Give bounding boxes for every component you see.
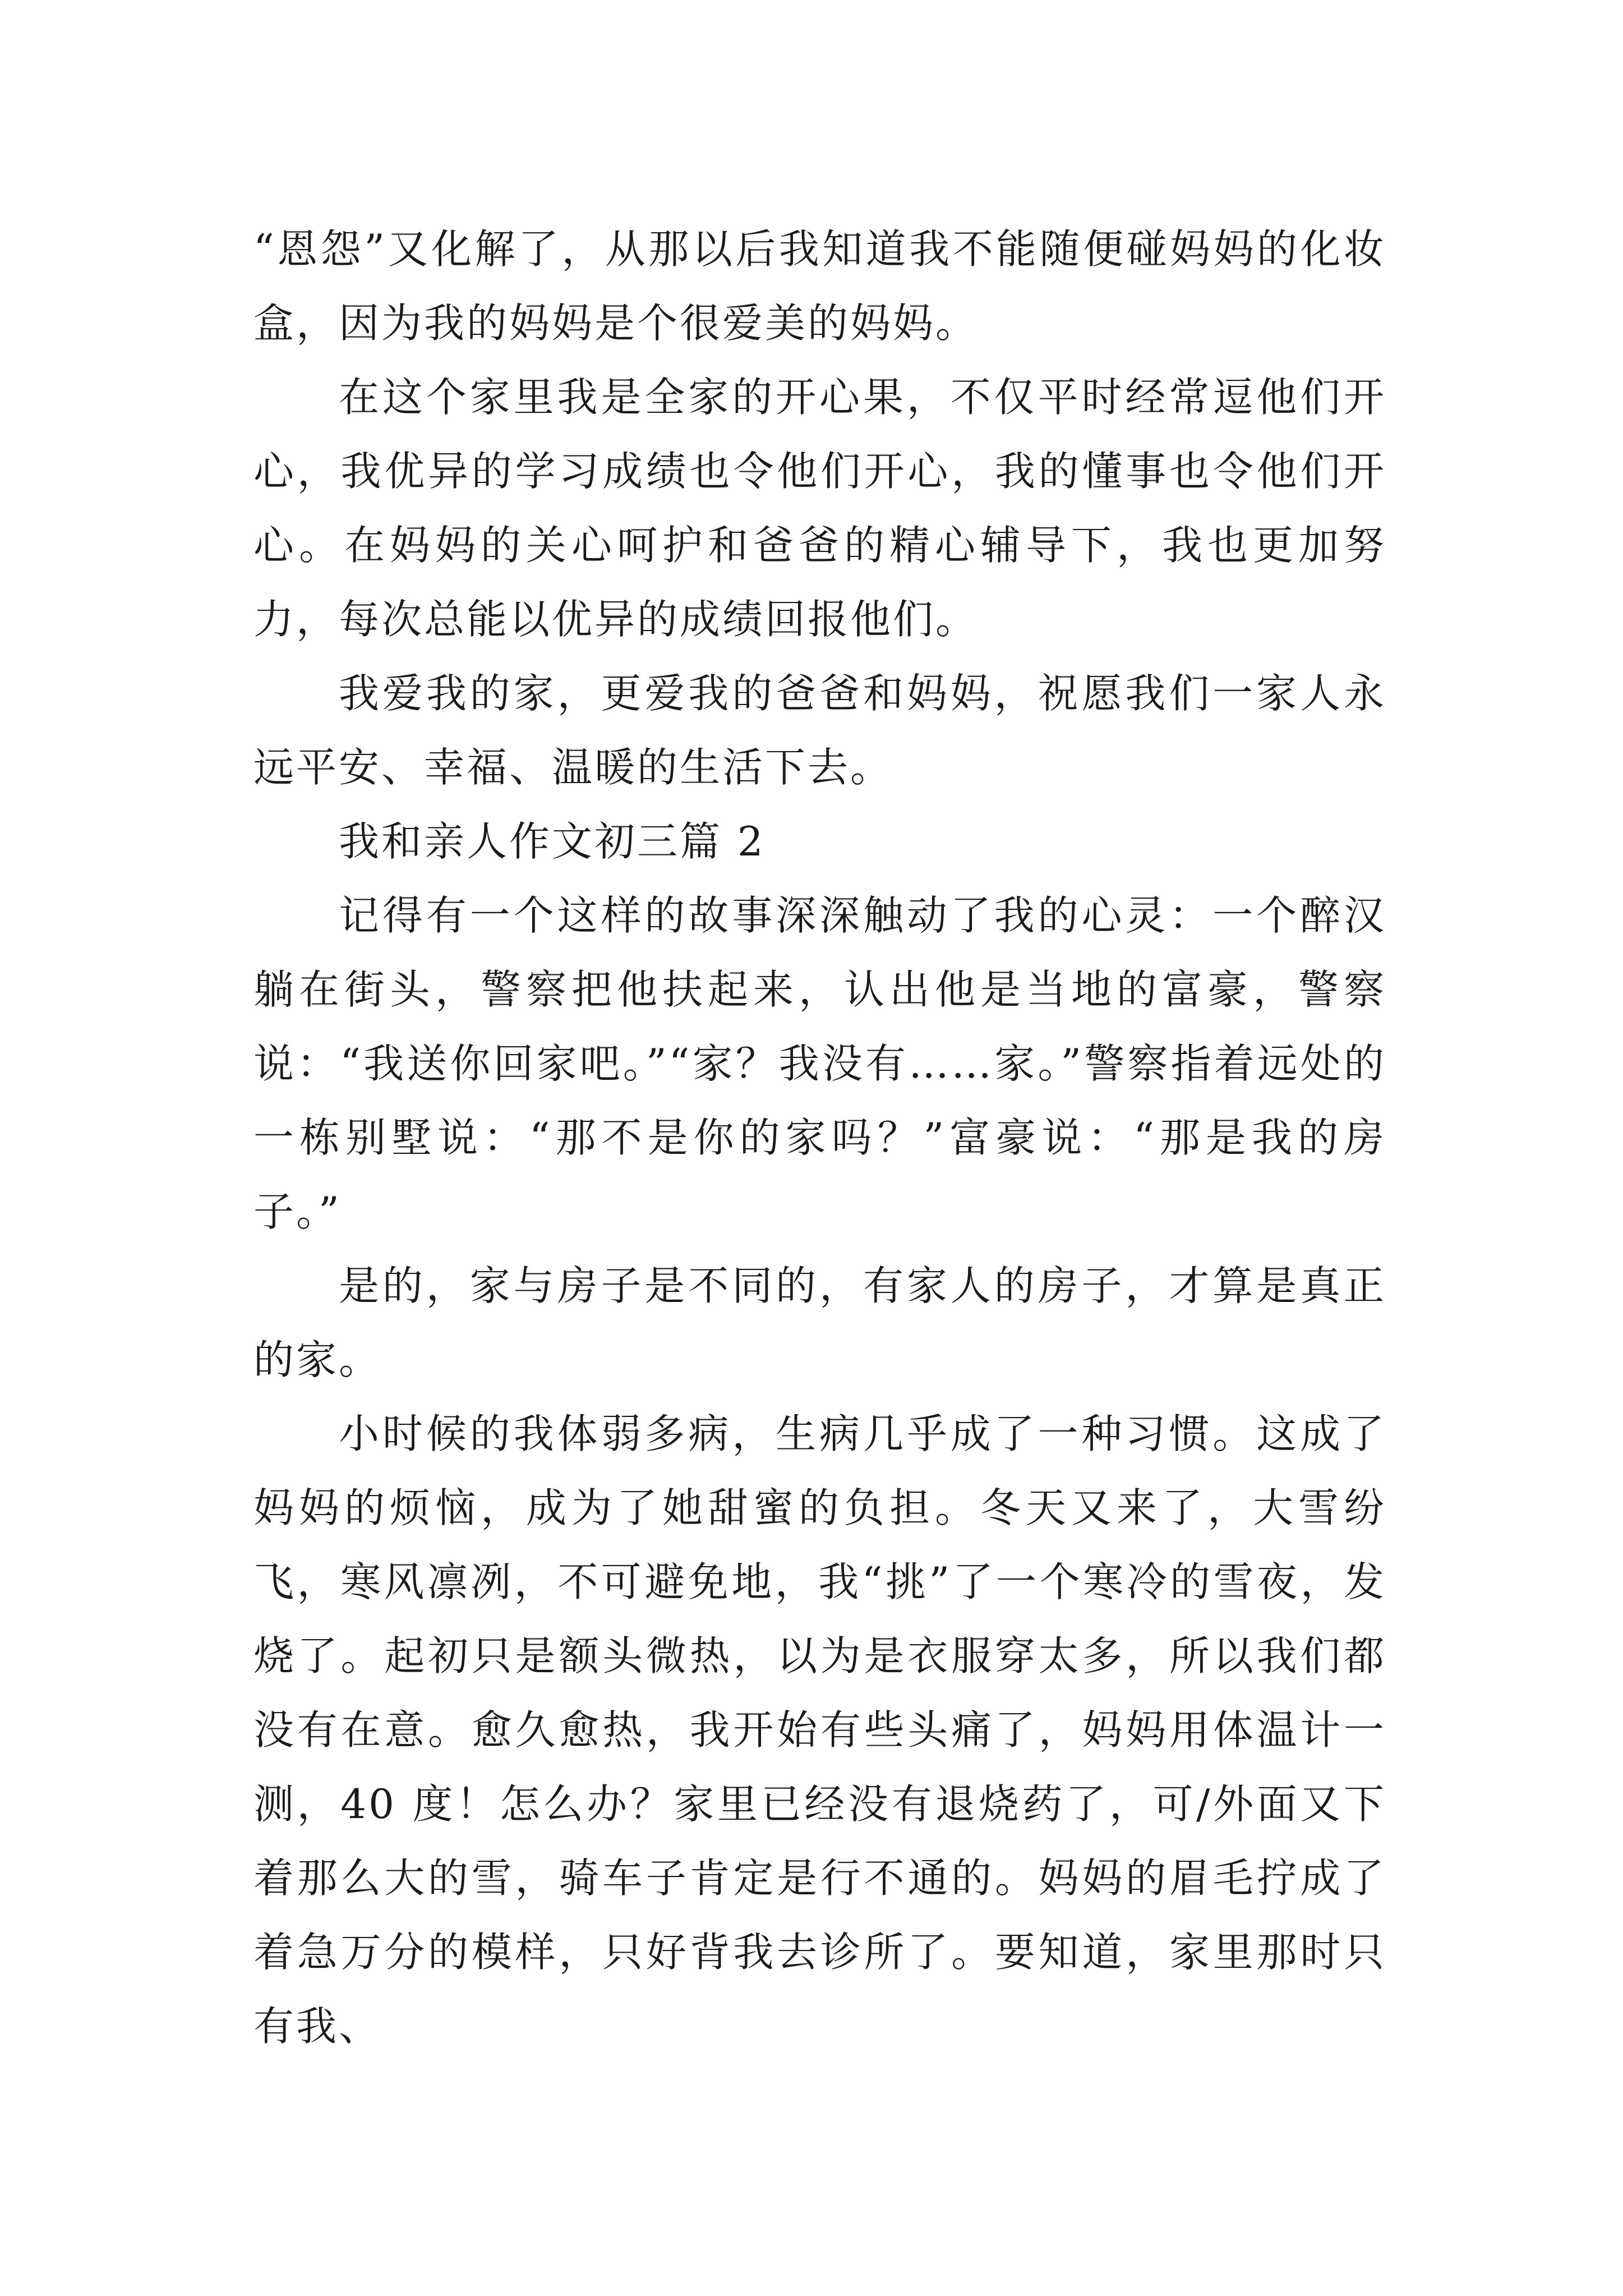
paragraph-1: “恩怨”又化解了，从那以后我知道我不能随便碰妈妈的化妆盒，因为我的妈妈是个很爱美的妈妈。 (253, 226, 1386, 347)
paragraph-6: 是的，家与房子是不同的，有家人的房子，才算是真正的家。 (253, 1262, 1386, 1383)
section-heading: 我和亲人作文初三篇 2 (339, 818, 766, 865)
paragraph-5: 记得有一个这样的故事深深触动了我的心灵：一个醉汉躺在街头，警察把他扶起来，认出他是当地的富豪，警察说：“我送你回家吧。”“家？我没有……家。”警察指着远处的一栋别墅说：“那不是你的家吗？”富豪说：“那是我的房子。” (253, 892, 1386, 1235)
document-body (253, 212, 1386, 2063)
paragraph-3: 我爱我的家，更爱我的爸爸和妈妈，祝愿我们一家人永远平安、幸福、温暖的生活下去。 (253, 670, 1386, 791)
paragraph-7: 小时候的我体弱多病，生病几乎成了一种习惯。这成了妈妈的烦恼，成为了她甜蜜的负担。冬天又来了，大雪纷飞，寒风凛冽，不可避免地，我“挑”了一个寒冷的雪夜，发烧了。起初只是额头微热，以为是衣服穿太多，所以我们都没有在意。愈久愈热，我开始有些头痛了，妈妈用体温计一测，40 度！怎么办？家里已经没有退烧药了，可/外面又下着那么大的雪，骑车子肯定是行不通的。妈妈的眉毛拧成了着急万分的模样，只好背我去诊所了。要知道，家里那时只有我、 (253, 1410, 1386, 2050)
paragraph-2: 在这个家里我是全家的开心果，不仅平时经常逗他们开心，我优异的学习成绩也令他们开心，我的懂事也令他们开心。在妈妈的关心呵护和爸爸的精心辅导下，我也更加努力，每次总能以优异的成绩回报他们。 (253, 374, 1386, 643)
